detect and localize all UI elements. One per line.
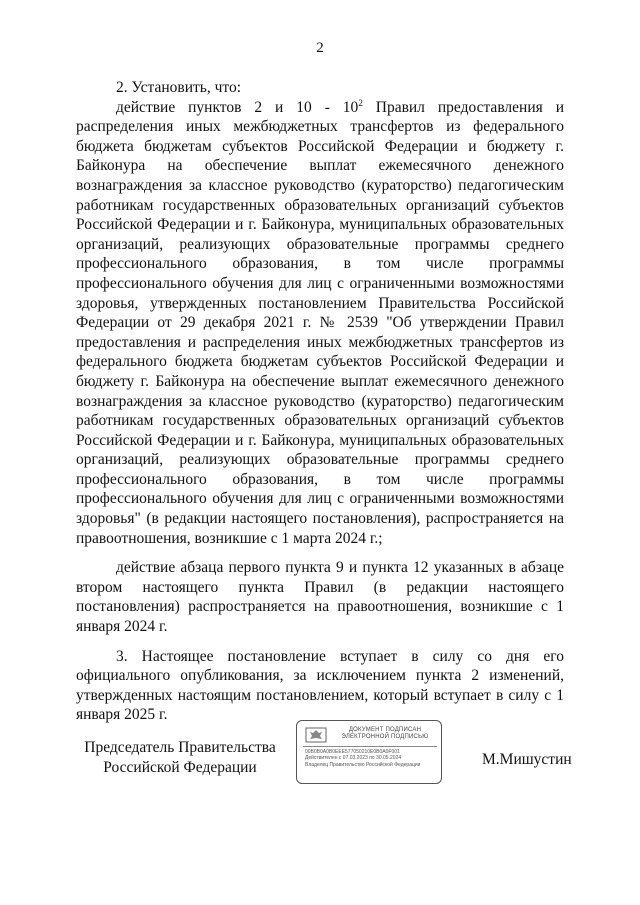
signatory-name: М.Мишустин bbox=[482, 751, 572, 768]
stamp-details bbox=[305, 749, 439, 768]
page-number: 2 bbox=[316, 40, 324, 56]
signatory-title bbox=[80, 738, 280, 777]
stamp-certificate: 00B0B0A0B0EEE577050210E0B0A0F001 bbox=[305, 749, 400, 755]
stamp-validity: Действителен с 07.03.2023 по 30.05.2024 bbox=[305, 755, 402, 762]
stamp-title bbox=[333, 727, 437, 741]
signatory-title-line1: Председатель Правительства bbox=[84, 739, 276, 756]
paragraph-rules-action-start: действие пунктов 2 и 10 - 10 bbox=[116, 98, 359, 116]
paragraph-item-2-intro: 2. Установить, что: bbox=[116, 79, 242, 96]
electronic-signature-stamp bbox=[296, 720, 442, 784]
paragraph-rules-action-rest: Правил предоставления и распределения иных межбюджетных трансфертов из федерального бюджета бюджетам субъектов Российской Федерации и бюджету г. Байконура на обеспечение выплат ежемесячного денежного вознаграждения за классное руководство (кураторство) педагогическим работникам государственных образовательных организаций субъектов Российской Федерации и г. Байконура, муниципальных образовательных организаций, реализующих образовательные программы среднего профессионального образования, в том числе программы профессионального обучения для лиц с ограниченными возможностями здоровья, утвержденных постановлением Правительства Российской Федерации от 29 декабря 2021 г. № 2539 "Об утверждении Правил предоставления и распределения иных межбюджетных трансфертов из федерального бюджета бюджетам субъектов Российской Федерации и бюджету г. Байконура на обеспечение выплат ежемесячного денежного вознаграждения за классное руководство (кураторство) педагогическим работникам государственных образовательных организаций субъектов Российской Федерации и г. Байконура, муниципальных образовательных организаций, реализующих образовательные программы среднего профессионального образования, в том числе программы профессионального обучения для лиц с ограниченными возможностями здоровья" (в редакции настоящего постановления), распространяется на правоотношения, возникшие с 1 марта 2024 г.; bbox=[76, 98, 564, 547]
signatory-title-line2: Российской Федерации bbox=[103, 758, 257, 776]
stamp-title-line2: ЭЛЕКТРОННОЙ ПОДПИСЬЮ bbox=[341, 734, 429, 740]
paragraph-rules-action bbox=[76, 98, 564, 549]
stamp-title-line1: ДОКУМЕНТ ПОДПИСАН bbox=[348, 727, 422, 733]
emblem-icon bbox=[305, 727, 327, 743]
paragraph-item-3-effective: 3. Настоящее постановление вступает в силу со дня его официального опубликования, за исключением пункта 2 изменений, утвержденных настоящим постановлением, который вступает в силу с 1 января 2025 г. bbox=[76, 647, 564, 724]
stamp-owner: Владелец Правительство Российской Федерации bbox=[305, 761, 421, 768]
document-body bbox=[76, 78, 564, 725]
stamp-divider bbox=[303, 746, 437, 747]
superscript-index: 2 bbox=[358, 97, 363, 108]
paragraph-abzac-action: действие абзаца первого пункта 9 и пункта 12 указанных в абзаце втором настоящего пункта Правил (в редакции настоящего постановления) распространяется на правоотношения, возникшие с 1 января 2024 г. bbox=[76, 559, 564, 636]
